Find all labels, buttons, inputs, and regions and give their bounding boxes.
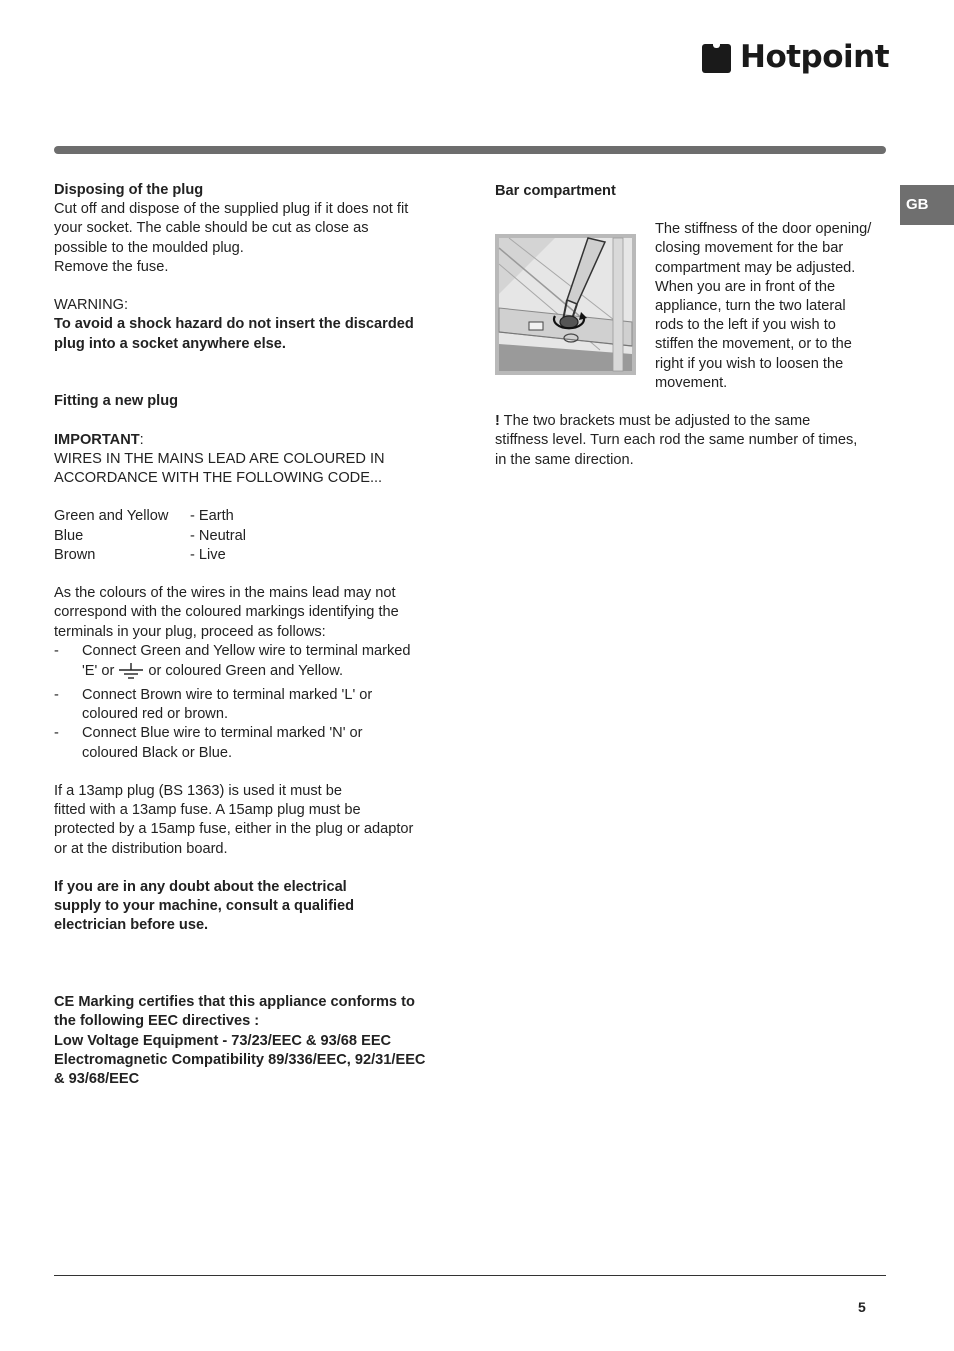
wires-line: ACCORDANCE WITH THE FOLLOWING CODE... <box>54 470 383 486</box>
wire-colour: Blue <box>54 527 84 544</box>
wire-code-row <box>54 507 454 526</box>
note-text: The two brackets must be adjusted to the same <box>499 413 811 430</box>
colours-intro-line: correspond with the coloured markings identifying the <box>54 604 399 621</box>
list-dash: - <box>54 687 59 703</box>
wire-colour: Brown <box>54 546 96 563</box>
earth-symbol-icon <box>118 663 144 686</box>
step1-line: Connect Green and Yellow wire to terminal marked <box>82 642 411 659</box>
bar-compartment-description <box>655 220 871 393</box>
note-mark: ! <box>495 413 500 430</box>
step1-line <box>82 661 411 686</box>
step1-after-symbol: or coloured Green and Yellow. <box>148 663 344 679</box>
bar-line: The stiffness of the door opening/ <box>655 221 872 238</box>
list-item <box>54 686 454 724</box>
fuse-line: If a 13amp plug (BS 1363) is used it must be <box>54 783 342 799</box>
list-item <box>54 724 454 762</box>
fitting-heading: Fitting a new plug <box>54 393 179 410</box>
step2-line: Connect Brown wire to terminal marked 'L' or <box>82 687 373 703</box>
bar-line: appliance, turn the two lateral <box>655 298 846 315</box>
bar-compartment-heading: Bar compartment <box>495 183 616 199</box>
screwdriver-bracket-illustration <box>495 234 636 375</box>
right-column <box>495 182 890 470</box>
doubt-line: If you are in any doubt about the electrical <box>54 879 347 895</box>
bar-line: right if you wish to loosen the <box>655 355 844 372</box>
step1-before-symbol: 'E' or <box>82 663 115 679</box>
list-dash: - <box>54 725 59 742</box>
header-rule <box>54 146 886 154</box>
ce-line: the following EEC directives : <box>54 1013 260 1030</box>
wire-code-row <box>54 527 454 546</box>
brand-name: Hotpoint <box>740 39 890 76</box>
wires-line: WIRES IN THE MAINS LEAD ARE COLOURED IN <box>54 450 385 467</box>
page-number: 5 <box>858 1299 866 1315</box>
hotpoint-logo-icon <box>702 44 731 73</box>
note-line <box>495 412 890 431</box>
bar-line: compartment may be adjusted. <box>655 259 856 276</box>
warning-line: plug into a socket anywhere else. <box>54 335 286 352</box>
warning-line: To avoid a shock hazard do not insert the discarded <box>54 316 414 333</box>
disposing-line: Remove the fuse. <box>54 258 169 275</box>
bar-compartment-figure <box>495 220 890 393</box>
language-tab[interactable]: GB <box>900 185 954 225</box>
disposing-heading: Disposing of the plug <box>54 182 204 198</box>
fuse-line: or at the distribution board. <box>54 840 228 857</box>
note-line: in the same direction. <box>495 451 634 468</box>
step3-line: Connect Blue wire to terminal marked 'N' or <box>82 725 363 742</box>
fuse-line: protected by a 15amp fuse, either in the plug or adaptor <box>54 821 414 838</box>
important-colon: : <box>139 431 144 448</box>
fuse-line: fitted with a 13amp fuse. A 15amp plug must be <box>54 802 361 819</box>
colours-intro-line: terminals in your plug, proceed as follows: <box>54 623 326 640</box>
important-label: IMPORTANT <box>54 431 140 448</box>
step3-line: coloured Black or Blue. <box>82 744 233 761</box>
wire-code-row <box>54 546 454 565</box>
bar-line: When you are in front of the <box>655 278 836 295</box>
footer-rule <box>54 1275 886 1276</box>
ce-line: & 93/68/EEC <box>54 1071 140 1087</box>
bar-line: stiffen the movement, or to the <box>655 336 852 353</box>
warning-label: WARNING: <box>54 297 129 314</box>
list-item <box>54 642 454 686</box>
bar-line: rods to the left if you wish to <box>655 317 836 334</box>
ce-line: Electromagnetic Compatibility 89/336/EEC, 92/31/EEC <box>54 1051 426 1068</box>
bar-line: movement. <box>655 374 728 391</box>
ce-line: CE Marking certifies that this appliance conforms to <box>54 994 415 1011</box>
step2-line: coloured red or brown. <box>82 706 229 723</box>
ce-line: Low Voltage Equipment - 73/23/EEC & 93/68 EEC <box>54 1032 392 1049</box>
colours-intro-line: As the colours of the wires in the mains lead may not <box>54 585 396 602</box>
list-dash: - <box>54 642 59 659</box>
wire-function: - Live <box>190 546 226 563</box>
left-column <box>54 181 454 1089</box>
disposing-line: possible to the moulded plug. <box>54 239 244 256</box>
doubt-line: electrician before use. <box>54 917 209 934</box>
wire-function: - Neutral <box>190 527 246 544</box>
hotpoint-logo <box>702 38 889 78</box>
wire-colour: Green and Yellow <box>54 508 169 525</box>
wire-function: - Earth <box>190 508 234 525</box>
note-line: stiffness level. Turn each rod the same number of times, <box>495 432 858 449</box>
doubt-line: supply to your machine, consult a qualified <box>54 898 355 915</box>
important-line <box>54 431 454 450</box>
disposing-line: Cut off and dispose of the supplied plug if it does not fit <box>54 201 409 218</box>
disposing-line: your socket. The cable should be cut as close as <box>54 220 369 237</box>
bar-line: closing movement for the bar <box>655 240 844 257</box>
